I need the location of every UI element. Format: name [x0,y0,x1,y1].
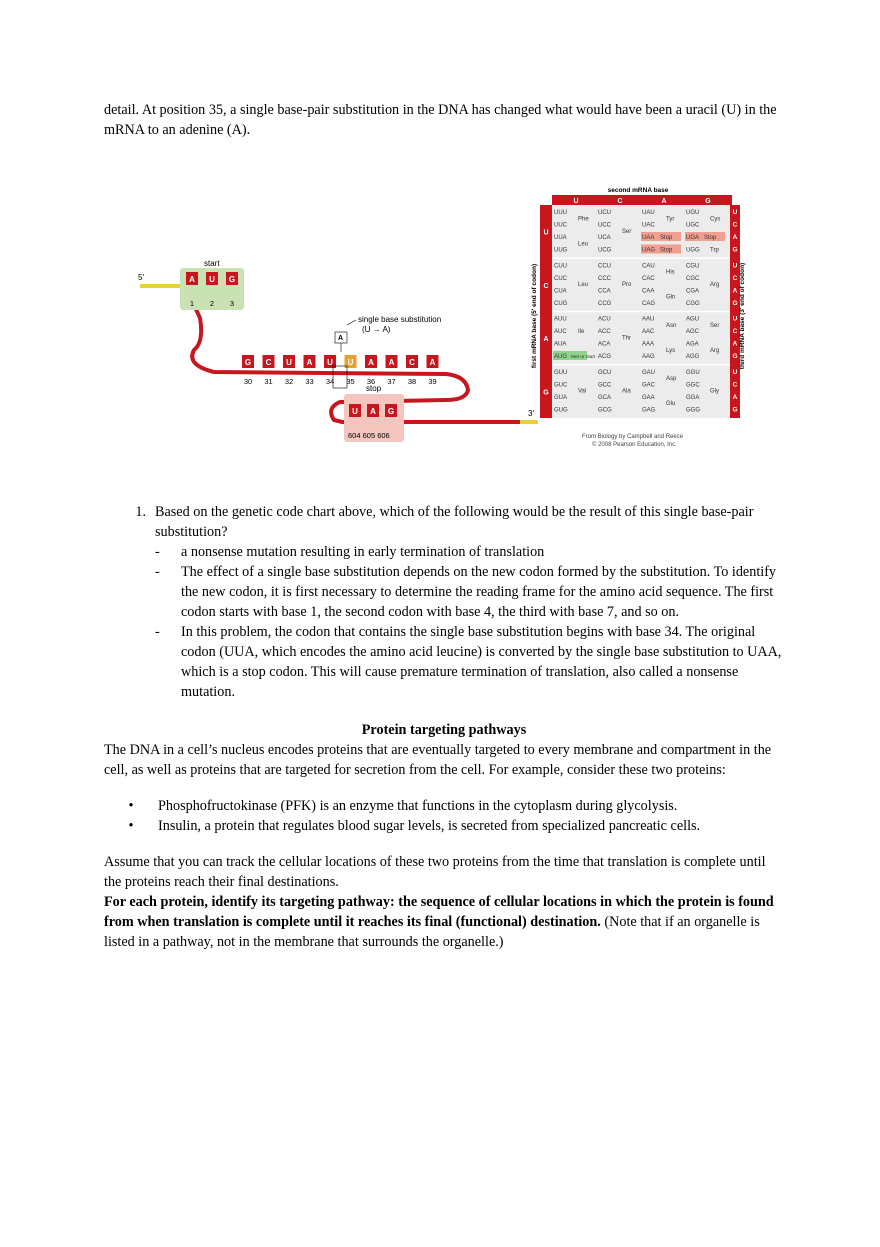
codon: ACU [598,316,611,323]
row-header: G [543,389,549,397]
third-base: U [732,368,738,376]
amino-acid: Met or start [571,355,596,360]
mid-base-letter: A [429,358,436,367]
amino-acid: Tyr [666,216,675,223]
codon: GCU [598,369,612,376]
bullet-marker: • [128,798,134,814]
mid-base-letter: C [409,358,415,367]
codon: CAC [642,275,655,282]
stop-label: stop [366,384,382,393]
codon: CCG [598,300,612,307]
answer-text: a nonsense mutation resulting in early termination of translation [181,544,545,560]
answer-item [155,622,784,702]
mrna-diagram [104,180,784,480]
mid-position: 34 [325,377,335,386]
third-base: G [732,246,738,254]
codon: CGG [686,300,700,307]
answer-text: In this problem, the codon that contains the single base substitution begins with base 34. The original codon (UUA, which encodes the amino acid leucine) is converted by the single base substitution to UAA, which is a stop codon. This will cause premature termination of translation, also called a nonsense mutation. [181,624,782,700]
mid-position: 31 [264,377,273,386]
start-label: start [204,259,220,268]
stop-codon [349,404,397,417]
amino-acid: Stop [660,247,673,254]
five-prime-label: 5′ [138,273,144,282]
section-title: Protein targeting pathways [361,722,527,738]
codon: GAG [642,407,656,414]
amino-acid: Asp [666,376,677,382]
codon: AUC [554,329,567,335]
row-header: U [543,229,549,237]
stop-base-letter: U [352,407,358,416]
codon: UUC [554,222,567,229]
genetic-code-table [531,187,746,418]
mid-position: 33 [305,377,314,386]
amino-acid: Lys [666,347,676,354]
amino-acid: Gln [666,294,676,301]
amino-acid: Arg [710,282,720,288]
column-header: G [705,198,711,205]
start-position: 1 [189,299,195,308]
codon: UAG [642,247,656,254]
amino-acid: Leu [578,282,589,288]
column-header: C [617,198,623,205]
third-base: U [732,262,738,270]
answer-text: The effect of a single base substitution depends on the new codon formed by the substitution. To identify the new codon, it is first necessary to determine the reading frame for the amino acid sequence. The first codon starts with base 1, the second codon with base 4, the third with base 7, and so on. [181,564,777,620]
protein-item [104,796,784,816]
amino-acid: Ile [578,329,585,335]
codon: CCC [598,275,611,282]
protein-text: Phosphofructokinase (PFK) is an enzyme that functions in the cytoplasm during glycolysis. [158,798,678,814]
codon: GUU [554,369,568,376]
stop-base-letter: A [370,407,376,416]
codon: CUA [554,288,567,295]
substitution-callout [347,320,356,325]
mid-position: 36 [366,377,376,386]
substitution-base: A [338,335,344,342]
amino-acid: Pro [622,282,632,288]
mid-base-letter: A [368,358,374,367]
third-base: G [732,353,738,360]
start-base-letter: U [209,275,215,284]
amino-acid: Gly [710,388,719,395]
question-1 [104,502,784,702]
start-base-letter: G [228,275,236,284]
right-axis-label: third mRNA base (3′ end of codon) [739,262,746,370]
codon: AGG [686,354,700,360]
section-paragraph-1: The DNA in a cell’s nucleus encodes proteins that are eventually targeted to every membrane and compartment in the cell, as well as proteins that are targeted for secretion from the cell. For example, consider these two proteins: [104,742,772,778]
codon: UCG [598,247,612,254]
answer-list [155,542,784,702]
codon: GCA [598,394,612,401]
amino-acid: Ala [622,388,631,395]
codon: CGU [686,263,700,270]
codon: GAA [642,394,655,401]
codon: GAC [642,382,656,389]
codon: GUG [554,407,568,414]
amino-acid: Phe [578,216,589,223]
substitution-label: single base substitution [358,315,442,324]
instruction-note: (Note that if an organelle is listed in a pathway, not in the membrane that surrounds the organelle.) [104,914,760,950]
third-base: A [732,393,738,401]
codon: AGC [686,329,700,335]
third-base: G [732,406,738,414]
mid-base-letter: U [347,358,354,367]
codon: GGA [686,394,700,401]
credit-line-2: © 2008 Pearson Education, Inc. [592,442,677,448]
column-header: A [661,198,667,205]
left-axis-label: first mRNA base (5′ end of codon) [531,263,538,369]
column-header: U [573,198,579,205]
amino-acid: Val [578,388,587,395]
codon: GGG [686,407,701,414]
third-base: A [732,234,738,241]
mid-base-letter: U [327,358,333,367]
amino-acid: Stop [704,235,717,241]
stop-base-letter: G [387,407,395,416]
start-position: 3 [229,299,235,308]
codon: CUG [554,300,568,307]
question-text: Based on the genetic code chart above, which of the following would be the result of this single base-pair substitution? [155,504,754,540]
codon: ACA [598,341,611,348]
third-base: A [732,287,738,295]
third-base: C [732,328,738,335]
codon: UAA [642,235,655,241]
bullet-marker: • [128,818,134,834]
mid-position: 37 [387,377,396,386]
row-header: C [543,282,549,290]
codon: GUA [554,394,568,401]
codon: CCU [598,263,611,270]
mid-base-letter: U [286,358,292,367]
substitution-detail: (U → A) [362,325,391,334]
instruction-bold: For each protein, identify its targeting pathway: the sequence of cellular locations in which the protein is found from when translation is complete until it reaches its final (functional) destination. [104,894,774,930]
mid-position: 30 [243,377,253,386]
mid-position: 39 [428,377,437,386]
codon: UUG [554,247,568,254]
codon: CAU [642,263,655,270]
amino-acid: Thr [622,335,631,342]
section-paragraph-2: Assume that you can track the cellular locations of these two proteins from the time that translation is complete until the proteins reach their final destinations. [104,854,766,890]
dash-marker: - [155,624,160,640]
amino-acid: Cys [710,216,721,223]
codon: AAC [642,329,655,335]
codon: AGA [686,341,699,348]
mid-base-letter: C [265,358,272,367]
codon: GUC [554,382,568,389]
codon: AGU [686,316,700,323]
codon: UCC [598,222,611,229]
third-base: C [732,221,738,229]
question-number: 1. [135,504,146,520]
start-base-letter: A [189,275,195,284]
codon: AAG [642,354,655,360]
codon: CAG [642,300,656,307]
codon: UUA [554,235,567,241]
protein-list [104,796,784,836]
codon: GCC [598,382,612,389]
amino-acid: Leu [578,241,589,248]
third-base: U [732,315,738,323]
answer-item [155,562,784,622]
codon: UGG [686,247,700,254]
intro-paragraph: detail. At position 35, a single base-pair substitution in the DNA has changed what would have been a uracil (U) in the mRNA to an adenine (A). [104,102,777,138]
codon: UCA [598,235,611,241]
mid-base-letter: G [244,358,252,367]
start-position: 2 [209,299,215,308]
codon: GCG [598,407,612,414]
row-header-bar [540,205,552,418]
codon: CCA [598,288,611,295]
mid-position: 32 [284,377,294,386]
mutation-figure [104,180,784,480]
mid-base-letter: A [388,358,395,367]
dash-marker: - [155,564,160,580]
codon: CGA [686,288,700,295]
amino-acid: Glu [666,401,676,407]
codon: UUU [554,210,567,216]
section-paragraph-3 [104,892,784,952]
codon: ACG [598,354,612,360]
codon: AUA [554,341,567,348]
document-page [104,100,784,952]
amino-acid: Asn [666,322,677,329]
row-header: A [543,336,549,344]
codon: UGC [686,222,700,229]
table-title: second mRNA base [607,187,669,194]
codon: ACC [598,329,611,335]
codon: GGC [686,382,700,389]
amino-acid: Trp [710,247,719,254]
codon: AAU [642,316,655,323]
third-base: A [732,340,738,348]
amino-acid: Arg [710,347,720,354]
codon: UGU [686,210,700,216]
mid-base-letter: A [306,358,313,367]
codon: AAA [642,341,655,348]
amino-acid: Stop [660,235,673,241]
codon: UAC [642,222,655,229]
codon: CUU [554,263,567,270]
substitution-box [333,366,347,388]
codon: UAU [642,210,655,216]
codon: GGU [686,369,700,376]
codon: AUG [554,354,568,360]
three-prime-label: 3′ [528,409,534,418]
third-base: C [732,381,738,389]
amino-acid: Ser [710,322,720,329]
codon: UCU [598,210,611,216]
mid-position: 38 [407,377,417,386]
codon: CUC [554,275,567,282]
codon: CGC [686,275,700,282]
amino-acid: His [666,269,675,276]
amino-acid: Ser [622,228,632,235]
codon: CAA [642,288,655,295]
codon: UGA [686,235,700,241]
third-base: C [732,274,738,282]
third-base: G [732,299,738,307]
credit-line-1: From Biology by Campbell and Reece [582,434,684,440]
protein-text: Insulin, a protein that regulates blood sugar levels, is secreted from specialized pancreatic cells. [158,818,701,834]
codon: GAU [642,369,656,376]
codon: AUU [554,316,567,323]
mid-position: 35 [346,377,355,386]
answer-item [155,542,784,562]
dash-marker: - [155,544,160,560]
protein-item [104,816,784,836]
third-base: U [732,209,738,216]
stop-positions: 604 605 606 [348,431,390,440]
